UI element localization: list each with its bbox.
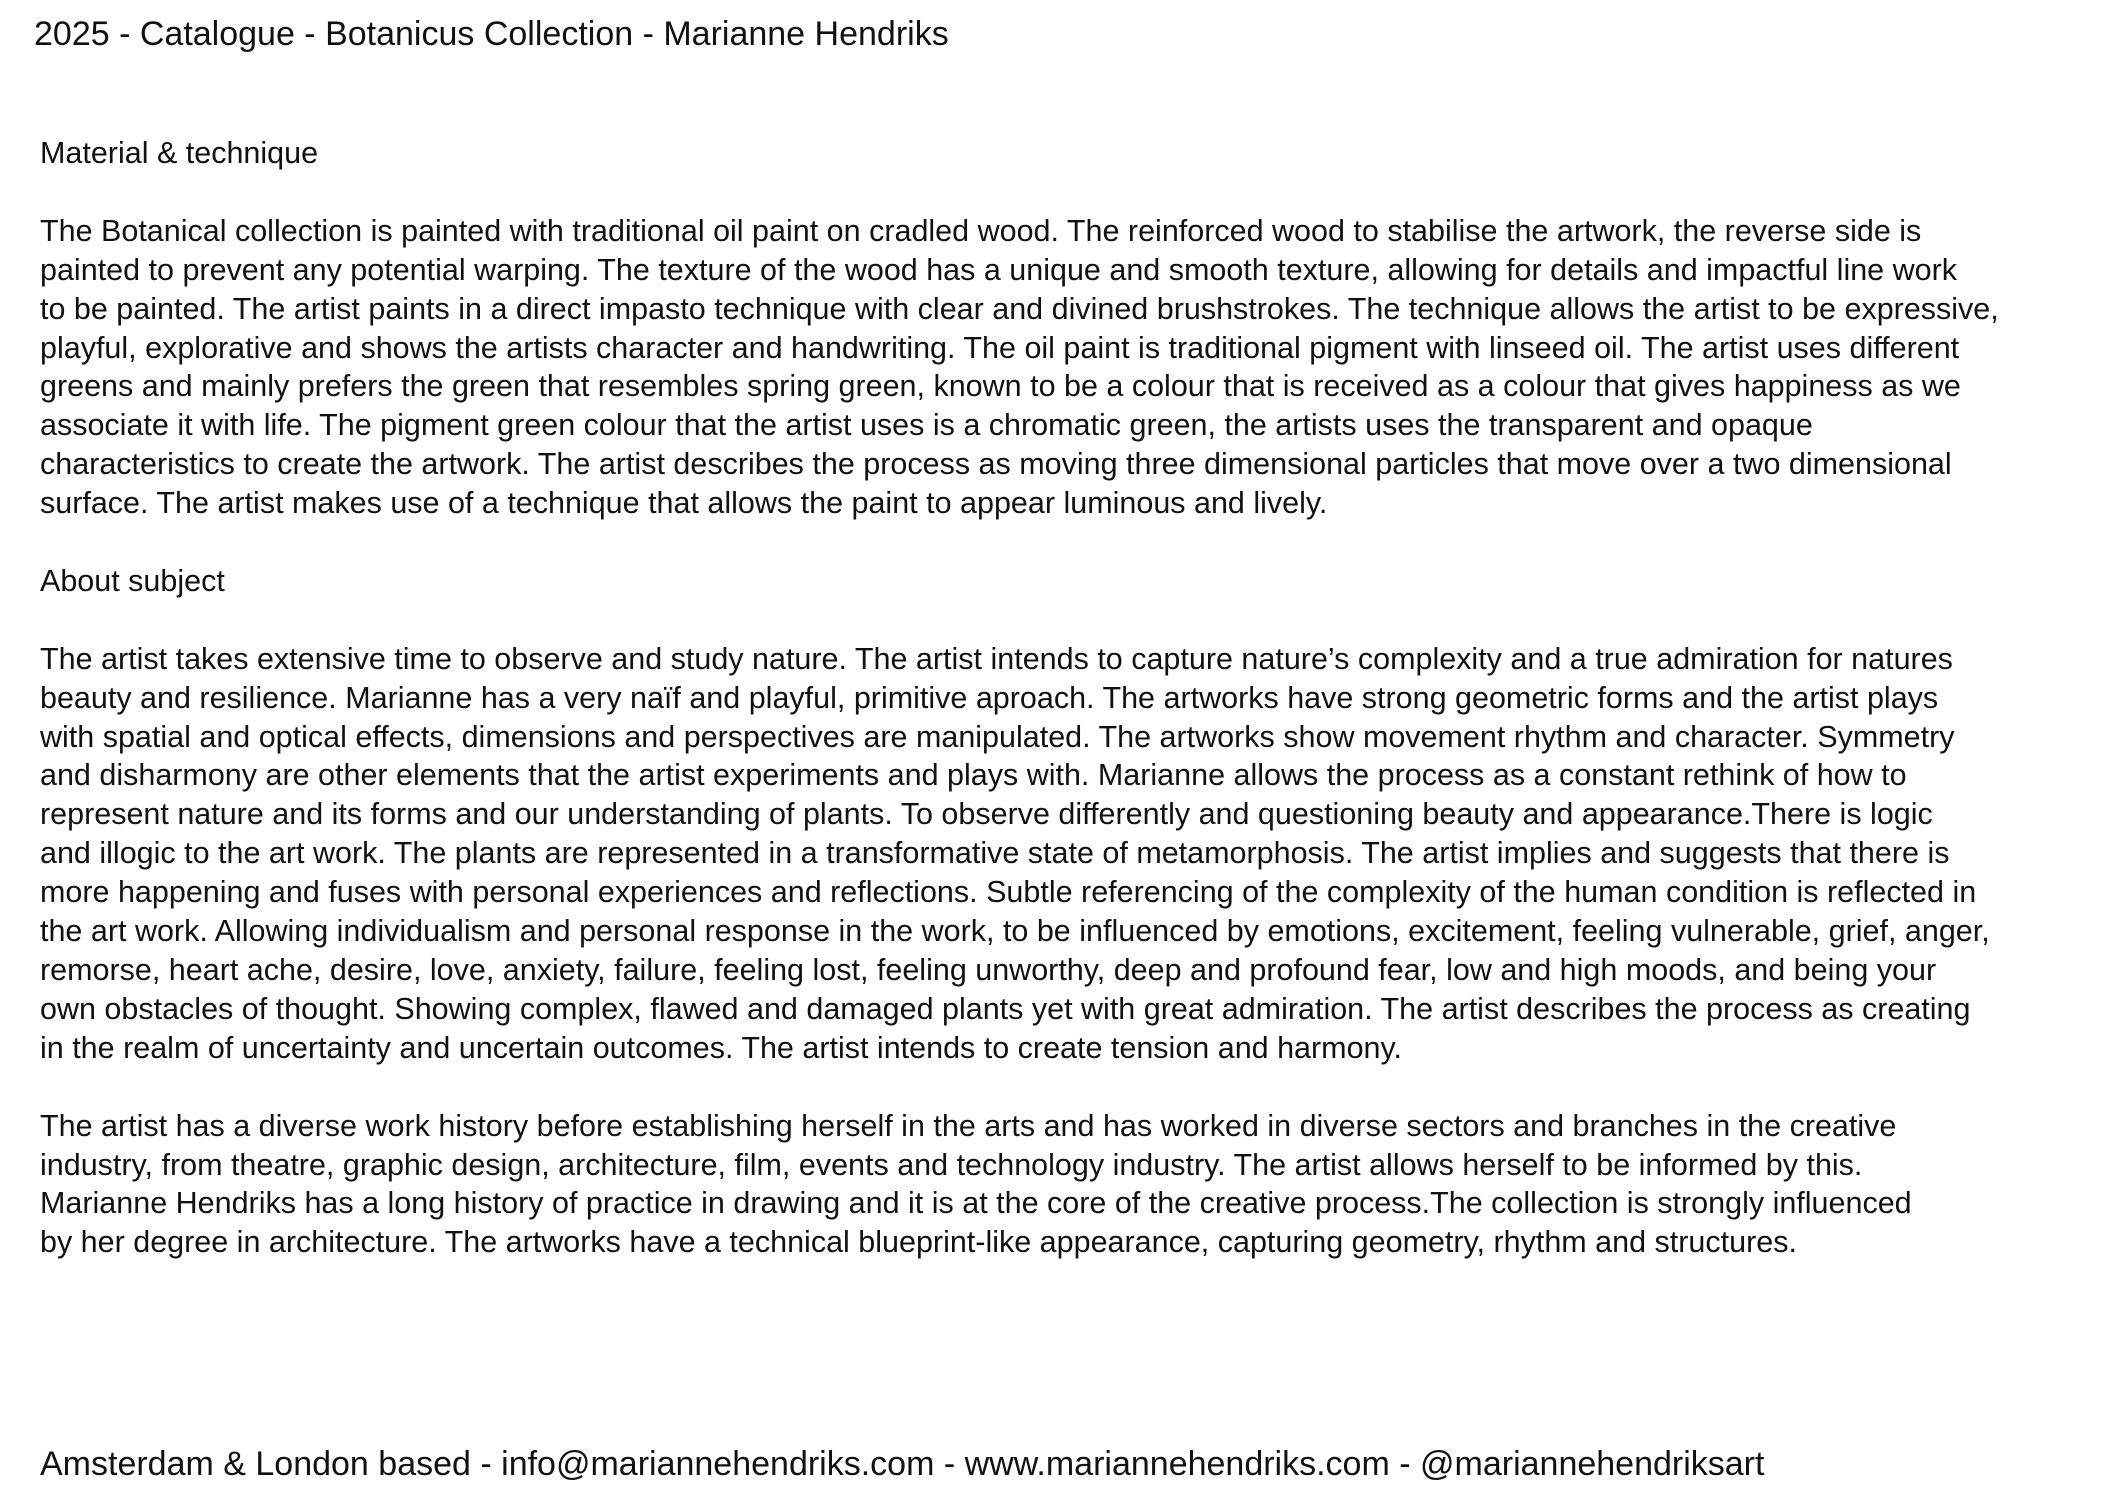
text-line: playful, explorative and shows the artists character and handwriting. The oil paint is traditional pigment with linseed oil. The artist uses different xyxy=(40,330,1960,365)
paragraph-subject xyxy=(40,640,2120,1068)
section-heading-material: Material & technique xyxy=(40,136,319,170)
text-line: greens and mainly prefers the green that resembles spring green, known to be a colour that is received as a colour that gives happiness as we xyxy=(40,369,1961,404)
text-line: own obstacles of thought. Showing complex, flawed and damaged plants yet with great admiration. The artist describes the process as creating xyxy=(40,991,1971,1026)
text-line: The artist takes extensive time to observe and study nature. The artist intends to capture nature’s complexity and a true admiration for natures xyxy=(40,641,1953,676)
text-line: The Botanical collection is painted with traditional oil paint on cradled wood. The reinforced wood to stabilise the artwork, the reverse side is xyxy=(40,213,1922,248)
text-line: painted to prevent any potential warping. The texture of the wood has a unique and smooth texture, allowing for details and impactful line work xyxy=(40,252,1958,287)
text-line: characteristics to create the artwork. The artist describes the process as moving three dimensional particles that move over a two dimensional xyxy=(40,447,1952,482)
text-line: the art work. Allowing individualism and personal response in the work, to be influenced by emotions, excitement, feeling vulnerable, grief, anger, xyxy=(40,914,1990,949)
text-line: more happening and fuses with personal experiences and reflections. Subtle referencing of the complexity of the human condition is reflected in xyxy=(40,875,1977,910)
text-line: beauty and resilience. Marianne has a very naïf and playful, primitive aproach. The artworks have strong geometric forms and the artist plays xyxy=(40,680,1939,715)
paragraph-gap xyxy=(40,601,2120,640)
text-line: Marianne Hendriks has a long history of practice in drawing and it is at the core of the creative process.The collection is strongly influenced xyxy=(40,1186,1912,1221)
text-line: The artist has a diverse work history before establishing herself in the arts and has worked in diverse sectors and branches in the creative xyxy=(40,1108,1897,1143)
paragraph-gap xyxy=(40,173,2120,212)
document-body xyxy=(40,134,2120,1262)
paragraph-gap xyxy=(40,523,2120,562)
paragraph-history xyxy=(40,1107,2120,1263)
text-line: surface. The artist makes use of a technique that allows the paint to appear luminous and lively. xyxy=(40,486,1328,521)
text-line: industry, from theatre, graphic design, architecture, film, events and technology industry. The artist allows herself to be informed by this. xyxy=(40,1147,1863,1182)
text-line: and disharmony are other elements that the artist experiments and plays with. Marianne allows the process as a constant rethink of how to xyxy=(40,758,1907,793)
page-footer: Amsterdam & London based - info@mariannehendriks.com - www.mariannehendriks.com - @mariannehendriksart xyxy=(40,1445,1765,1483)
text-line: remorse, heart ache, desire, love, anxiety, failure, feeling lost, feeling unworthy, deep and profound fear, low and high moods, and being your xyxy=(40,952,1937,987)
text-line: to be painted. The artist paints in a direct impasto technique with clear and divined brushstrokes. The technique allows the artist to be expressive, xyxy=(40,291,1999,326)
section-heading-subject: About subject xyxy=(40,563,225,598)
text-line: with spatial and optical effects, dimensions and perspectives are manipulated. The artworks show movement rhythm and character. Symmetry xyxy=(40,719,1955,754)
text-line: and illogic to the art work. The plants are represented in a transformative state of metamorphosis. The artist implies and suggests that there is xyxy=(40,836,1950,871)
text-line: associate it with life. The pigment green colour that the artist uses is a chromatic green, the artists uses the transparent and opaque xyxy=(40,408,1813,443)
page-title: 2025 - Catalogue - Botanicus Collection - Marianne Hendriks xyxy=(34,15,949,53)
paragraph-material xyxy=(40,212,2120,523)
paragraph-gap xyxy=(40,1068,2120,1107)
text-line: in the realm of uncertainty and uncertain outcomes. The artist intends to create tension and harmony. xyxy=(40,1030,1402,1065)
text-line: represent nature and its forms and our understanding of plants. To observe differently and questioning beauty and appearance.There is logic xyxy=(40,797,1933,832)
text-line: by her degree in architecture. The artworks have a technical blueprint-like appearance, capturing geometry, rhythm and structures. xyxy=(40,1225,1797,1260)
